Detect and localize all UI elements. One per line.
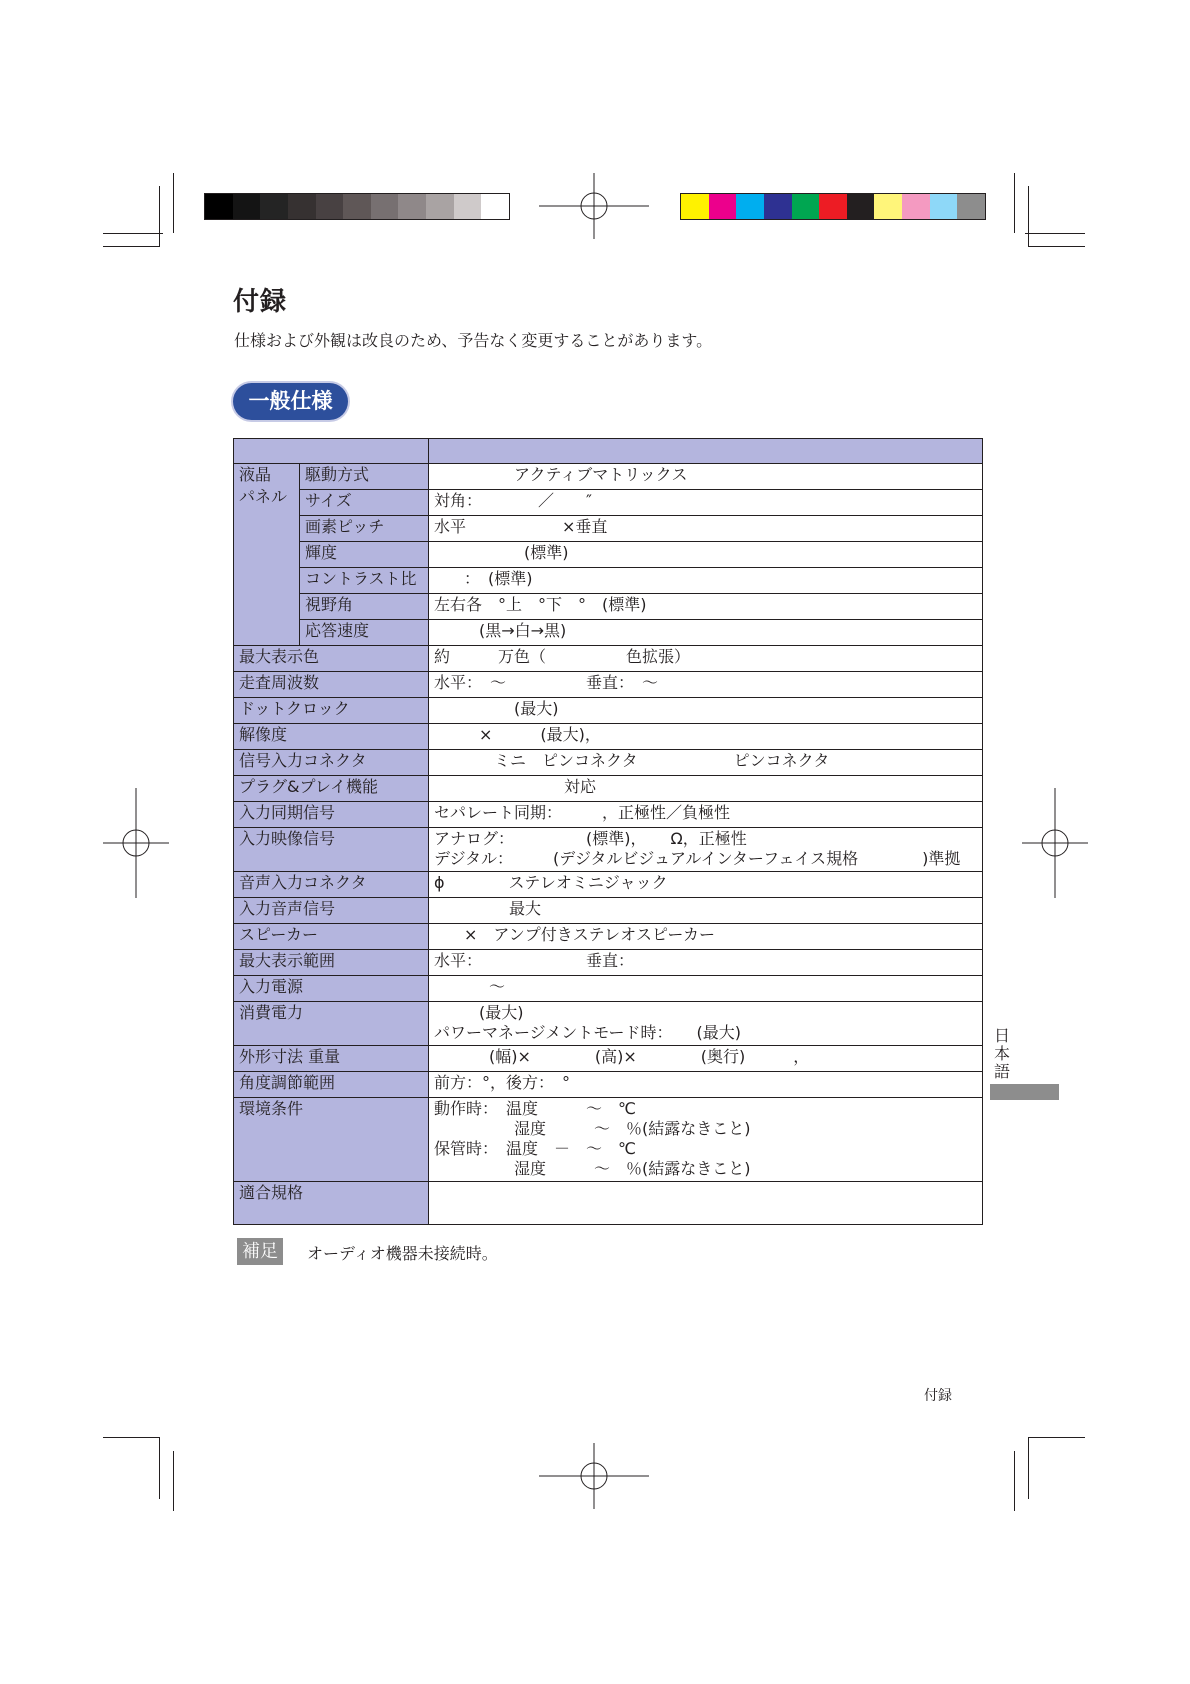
page-title: 付録 [233, 287, 288, 317]
spec-value-text: × アンプ付きステレオスピーカー [464, 925, 716, 944]
spec-sub-label: 駆動方式 [300, 464, 429, 490]
color-swatch-7 [874, 194, 902, 219]
table-row [234, 698, 983, 724]
spec-sub-label: 輝度 [300, 542, 429, 568]
spec-value-text: 対角： ／ ″ [434, 491, 592, 510]
panel-group-label: 液晶 パネル [234, 464, 300, 646]
spec-value [429, 620, 983, 646]
color-swatch-4 [792, 194, 820, 219]
power-line: (最大) [479, 1003, 524, 1022]
gray-swatch-2 [260, 194, 288, 219]
standards-value [429, 1182, 983, 1225]
environment-label: 環境条件 [234, 1098, 429, 1182]
gray-swatch-5 [343, 194, 371, 219]
standards-label: 適合規格 [234, 1182, 429, 1225]
table-row [234, 924, 983, 950]
spec-table-body [234, 439, 983, 1225]
spec-label: 外形寸法 重量 [234, 1046, 429, 1072]
registration-mark-left [81, 788, 191, 898]
table-row [234, 976, 983, 1002]
gray-swatch-8 [426, 194, 454, 219]
table-row [234, 898, 983, 924]
table-header-label-cell [234, 439, 429, 464]
language-tab-char: 語 [993, 1062, 1010, 1081]
spec-label: 最大表示範囲 [234, 950, 429, 976]
spec-value [429, 1072, 983, 1098]
language-tab-char: 日 [993, 1026, 1010, 1045]
spec-label: 音声入力コネクタ [234, 872, 429, 898]
spec-label: 入力同期信号 [234, 802, 429, 828]
spec-value-text: ： (標準) [464, 569, 533, 588]
environment-line: 保管時： 温度 － ～ ℃ [434, 1139, 636, 1158]
table-row [234, 646, 983, 672]
power-value [429, 1002, 983, 1046]
spec-value-text: 水平： ～ 垂直： ～ [434, 673, 659, 692]
table-header-value-cell [429, 439, 983, 464]
gray-swatch-4 [316, 194, 344, 219]
table-row [234, 776, 983, 802]
environment-value [429, 1098, 983, 1182]
table-row [234, 594, 983, 620]
spec-value-text: ϕ ステレオミニジャック [434, 873, 668, 892]
spec-value [429, 1046, 983, 1072]
spec-value-text: 前方：°，後方： ° [434, 1073, 571, 1092]
page-intro: 仕様および外観は改良のため、予告なく変更することがあります。 [234, 331, 713, 350]
registration-mark-bottom [539, 1421, 649, 1531]
spec-value [429, 516, 983, 542]
spec-sub-label: 応答速度 [300, 620, 429, 646]
spec-value-text: セパレート同期： ，正極性／負極性 [434, 803, 731, 822]
spec-value-text: ミニ ピンコネクタ ピンコネクタ [494, 751, 830, 770]
color-swatch-6 [847, 194, 875, 219]
spec-value-text: 左右各 °上 °下 ° (標準) [434, 595, 647, 614]
color-swatch-5 [819, 194, 847, 219]
spec-value [429, 542, 983, 568]
spec-sub-label: コントラスト比 [300, 568, 429, 594]
color-swatch-2 [736, 194, 764, 219]
spec-value-text: (黒→白→黒) [479, 621, 567, 640]
supplement-badge: 補足 [237, 1238, 283, 1265]
spec-value-text: アクティブマトリックス [514, 465, 688, 484]
table-row [234, 1182, 983, 1225]
spec-label: 解像度 [234, 724, 429, 750]
table-row [234, 872, 983, 898]
power-line: パワーマネージメントモード時： (最大) [434, 1023, 742, 1042]
spec-value [429, 464, 983, 490]
video-signal-line: アナログ： (標準)， Ω，正極性 [434, 829, 747, 848]
environment-line: 湿度 ～ ％(結露なきこと) [514, 1119, 751, 1138]
table-row [234, 490, 983, 516]
table-row [234, 542, 983, 568]
page-footer: 付録 [924, 1388, 952, 1404]
spec-value [429, 924, 983, 950]
language-tab-bar [990, 1084, 1059, 1100]
table-row [234, 1098, 983, 1182]
spec-label: 信号入力コネクタ [234, 750, 429, 776]
color-swatch-bar [680, 193, 986, 220]
table-row [234, 516, 983, 542]
spec-value [429, 594, 983, 620]
supplement-text: オーディオ機器未接続時。 [307, 1244, 498, 1263]
spec-label: プラグ&プレイ機能 [234, 776, 429, 802]
table-row [234, 950, 983, 976]
spec-value [429, 750, 983, 776]
video-signal-label: 入力映像信号 [234, 828, 429, 872]
spec-value-text: ～ [489, 977, 506, 996]
environment-line: 動作時： 温度 ～ ℃ [434, 1099, 636, 1118]
registration-mark-top [539, 151, 649, 261]
color-swatch-0 [681, 194, 709, 219]
gray-swatch-7 [398, 194, 426, 219]
spec-value-text: (標準) [524, 543, 569, 562]
spec-value [429, 950, 983, 976]
table-row [234, 620, 983, 646]
language-tab-char: 本 [993, 1044, 1010, 1063]
table-header-row [234, 439, 983, 464]
spec-sub-label: 画素ピッチ [300, 516, 429, 542]
table-row [234, 828, 983, 872]
spec-value [429, 976, 983, 1002]
color-swatch-10 [957, 194, 985, 219]
table-row [234, 1002, 983, 1046]
spec-sub-label: サイズ [300, 490, 429, 516]
spec-label: スピーカー [234, 924, 429, 950]
spec-value-text: (幅)× (高)× (奥行) ， [489, 1047, 810, 1066]
table-row [234, 802, 983, 828]
table-row [234, 1072, 983, 1098]
color-swatch-1 [709, 194, 737, 219]
gray-swatch-3 [288, 194, 316, 219]
registration-mark-right [1000, 788, 1110, 898]
spec-value-text: 対応 [564, 777, 597, 796]
table-row [234, 672, 983, 698]
gray-swatch-0 [205, 194, 233, 219]
video-signal-value [429, 828, 983, 872]
spec-value [429, 490, 983, 516]
spec-value-text: 最大 [509, 899, 542, 918]
spec-value-text: (最大) [514, 699, 559, 718]
spec-label: ドットクロック [234, 698, 429, 724]
spec-value [429, 568, 983, 594]
color-swatch-9 [930, 194, 958, 219]
spec-value [429, 672, 983, 698]
spec-value [429, 898, 983, 924]
gray-swatch-9 [454, 194, 482, 219]
gray-swatch-10 [481, 194, 509, 219]
spec-value-text: × (最大)， [479, 725, 601, 744]
gray-swatch-1 [233, 194, 261, 219]
color-swatch-8 [902, 194, 930, 219]
spec-label: 入力電源 [234, 976, 429, 1002]
spec-value-text: 水平 ×垂直 [434, 517, 608, 536]
spec-value [429, 802, 983, 828]
spec-value [429, 646, 983, 672]
grayscale-swatch-bar [204, 193, 510, 220]
spec-label: 入力音声信号 [234, 898, 429, 924]
section-title-pill: 一般仕様 [233, 383, 348, 420]
spec-value-text: 水平： 垂直： [434, 951, 635, 970]
table-row [234, 1046, 983, 1072]
spec-label: 走査周波数 [234, 672, 429, 698]
spec-table [233, 438, 983, 1225]
table-row [234, 568, 983, 594]
video-signal-line: デジタル： (デジタルビジュアルインターフェイス規格 )準拠 [434, 849, 961, 868]
spec-sub-label: 視野角 [300, 594, 429, 620]
spec-value [429, 698, 983, 724]
environment-line: 湿度 ～ ％(結露なきこと) [514, 1159, 751, 1178]
spec-label: 角度調節範囲 [234, 1072, 429, 1098]
spec-value [429, 776, 983, 802]
table-row [234, 724, 983, 750]
table-row [234, 464, 983, 490]
spec-label: 最大表示色 [234, 646, 429, 672]
spec-value [429, 724, 983, 750]
power-label: 消費電力 [234, 1002, 429, 1046]
spec-value [429, 872, 983, 898]
gray-swatch-6 [371, 194, 399, 219]
color-swatch-3 [764, 194, 792, 219]
table-row [234, 750, 983, 776]
spec-value-text: 約 万色（ 色拡張） [434, 647, 691, 666]
language-tab-label [992, 1027, 1012, 1081]
